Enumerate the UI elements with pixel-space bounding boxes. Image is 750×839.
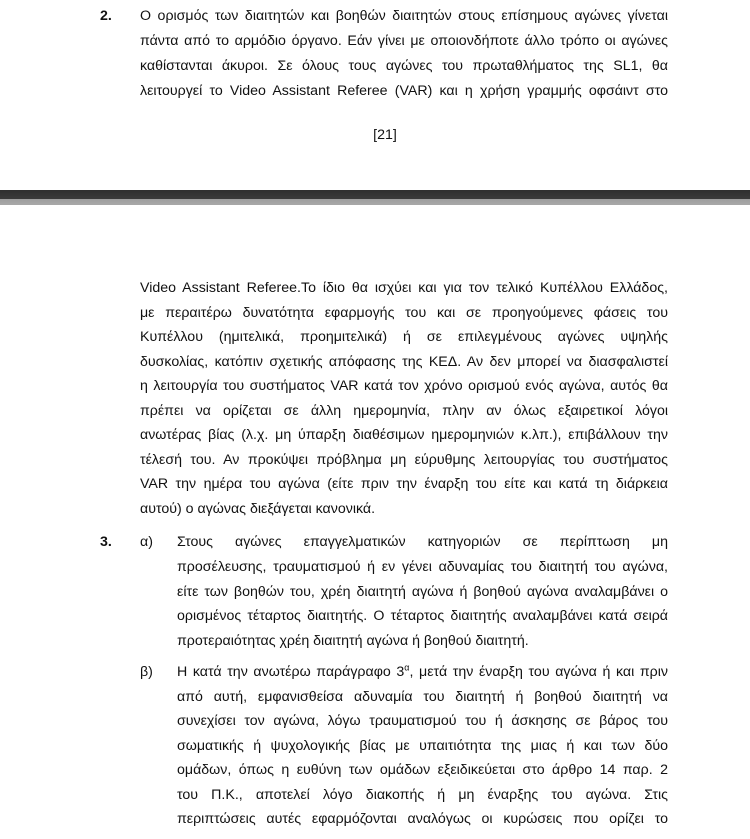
sub-item-b-line: σωματικής ή ψυχολογικής βίας με υπαιτιότητα της μιας ή και των δύο: [177, 738, 668, 754]
paragraph-line: λειτουργεί το Video Assistant Referee (VAR) και η χρήση γραμμής οφσάιντ στο: [140, 83, 668, 99]
page-break-divider: [0, 190, 750, 205]
sub-item-a-line: είτε των βοηθών του, χρέη διαιτητή αγώνα ή βοηθού αγώνα αναλαμβάνει ο: [177, 584, 668, 600]
sub-item-a-line: προτεραιότητας χρέη διαιτητή αγώνα ή βοηθού διαιτητή.: [177, 633, 529, 649]
paragraph-line: καθίστανται άκυροι. Σε όλους τους αγώνες του πρωταθλήματος της SL1, θα: [140, 58, 668, 74]
sub-item-b-line: του Π.Κ., αποτελεί λόγο διακοπής ή μη έναρξης του αγώνα. Στις: [177, 787, 668, 803]
paragraph-line: ανωτέρας βίας (λ.χ. μη ύπαρξη διαθέσιμων ημερομηνιών κ.λπ.), επιβάλλουν την: [140, 427, 668, 443]
sub-item-b-line: Η κατά την ανωτέρω παράγραφο $3^\alpha$, μετά την έναρξη του αγώνα ή και πριν: [177, 662, 668, 680]
paragraph-line: με περαιτέρω δυνατότητα εφαρμογής του και σε προηγούμενες φάσεις του: [140, 305, 668, 321]
superscript-alpha: α: [404, 662, 410, 673]
sub-item-a-line: προσέλευσης, τραυματισμού ή εν γένει αδυναμίας του διαιτητή του αγώνα,: [177, 559, 668, 575]
sub-item-b-line: περιπτώσεις αυτές εφαρμόζονται αναλόγως οι κυρώσεις που ορίζει το: [177, 811, 668, 827]
paragraph-line: αυτού) ο αγώνας διεξάγεται κανονικά.: [140, 501, 376, 517]
paragraph-line: Κυπέλλου (ημιτελικά, προημιτελικά) ή σε επιλεγμένους αγώνες υψηλής: [140, 329, 668, 345]
sub-item-b-line: ομάδων, όπως η ευθύνη των ομάδων εξειδικεύεται στο άρθρο 14 παρ. 2: [177, 762, 668, 778]
paragraph-line: δυσκολίας, κατόπιν σχετικής απόφασης της ΚΕΔ. Αν δεν μπορεί να διασφαλιστεί: [140, 354, 668, 370]
paragraph-line: η λειτουργία του συστήματος VAR κατά τον χρόνο ορισμού ενός αγώνα, αυτός θα: [140, 378, 668, 394]
paragraph-line: πρέπει να ορίζεται σε άλλη ημερομηνία, πλην αν όλως εξαιρετικοί λόγοι: [140, 403, 668, 419]
sub-item-letter-a: α): [140, 534, 153, 550]
item-number-3: 3.: [100, 534, 112, 550]
sub-item-a-line: Στους αγώνες επαγγελματικών κατηγοριών σε περίπτωση μη: [177, 534, 668, 550]
sub-item-a-line: ορισμένος τέταρτος διαιτητής. Ο τέταρτος διαιτητής αναλαμβάνει κατά σειρά: [177, 608, 668, 624]
paragraph-line: Ο ορισμός των διαιτητών και βοηθών διαιτητών στους επίσημους αγώνες γίνεται: [140, 8, 668, 24]
paragraph-line: Video Assistant Referee.Το ίδιο θα ισχύει και για τον τελικό Κυπέλλου Ελλάδος,: [140, 280, 668, 296]
sub-item-letter-b: β): [140, 664, 153, 680]
paragraph-line: τέλεσή του. Αν προκύψει πρόβλημα μη εύρυθμης λειτουργίας του συστήματος: [140, 452, 668, 468]
paragraph-line: πάντα από το αρμόδιο όργανο. Εάν γίνει με οποιονδήποτε άλλο τρόπο οι αγώνες: [140, 33, 668, 49]
item-number-2: 2.: [100, 8, 112, 24]
sub-item-b-line: από αυτή, εμφανισθείσα αδυναμία του διαιτητή ή βοηθού διαιτητή να: [177, 689, 668, 705]
paragraph-line: VAR την ημέρα του αγώνα (είτε πριν την έναρξη του είτε και κατά τη διάρκεια: [140, 476, 668, 492]
document-page-top: [0, 0, 750, 190]
sub-item-b-line: συνεχίσει τον αγώνα, λόγω τραυματισμού του ή άσκησης σε βάρος του: [177, 713, 668, 729]
page-number: [21]: [373, 127, 397, 143]
